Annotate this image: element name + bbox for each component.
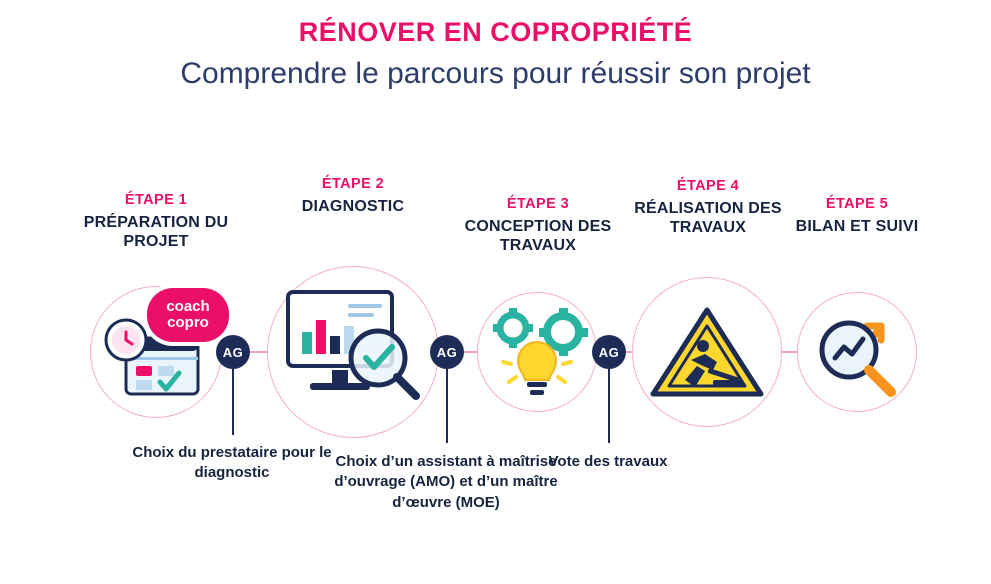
monitor-chart-magnifier-icon	[278, 282, 428, 406]
page-title: RÉNOVER EN COPROPRIÉTÉ	[298, 17, 693, 47]
step-5-kicker: ÉTAPE 5	[825, 196, 889, 212]
lightbulb-gears-icon	[484, 300, 590, 404]
coachcopro-logo	[140, 286, 236, 344]
step-3-label	[450, 196, 626, 256]
step-3-kicker: ÉTAPE 3	[506, 196, 570, 212]
milestone-2-caption: Choix d’un assistant à maîtrise d’ouvrage (AMO) et d’un maître d’œuvre (MOE)	[334, 453, 558, 511]
milestone-3-caption: Vote des travaux	[548, 453, 668, 470]
milestone-1-stem	[232, 369, 234, 435]
step-1-kicker: ÉTAPE 1	[124, 192, 188, 208]
step-5-label	[772, 196, 942, 237]
milestone-2-stem	[446, 369, 448, 443]
step-5-name: BILAN ET SUIVI	[795, 218, 919, 236]
header	[0, 18, 991, 92]
step-1-label	[60, 192, 252, 252]
step-2-label	[258, 176, 448, 217]
step-1-name: PRÉPARATION DU PROJET	[83, 214, 229, 250]
step-4-kicker: ÉTAPE 4	[676, 178, 740, 194]
magnifier-growth-chart-icon	[805, 300, 909, 404]
step-3-name: CONCEPTION DES TRAVAUX	[464, 218, 612, 254]
roadworks-sign-icon	[645, 300, 769, 404]
step-2-kicker: ÉTAPE 2	[321, 176, 385, 192]
milestone-1-caption: Choix du prestataire pour le diagnostic	[132, 444, 332, 482]
step-2-name: DIAGNOSTIC	[301, 198, 405, 216]
step-4-name: RÉALISATION DES TRAVAUX	[634, 200, 782, 236]
page-subtitle: Comprendre le parcours pour réussir son projet	[180, 56, 811, 90]
logo-line-1: coach	[166, 298, 210, 316]
logo-line-2: copro	[167, 314, 209, 331]
milestone-3-badge: AG	[592, 335, 626, 369]
milestone-3-stem	[608, 369, 610, 443]
milestone-1-badge: AG	[216, 335, 250, 369]
milestone-2-badge: AG	[430, 335, 464, 369]
